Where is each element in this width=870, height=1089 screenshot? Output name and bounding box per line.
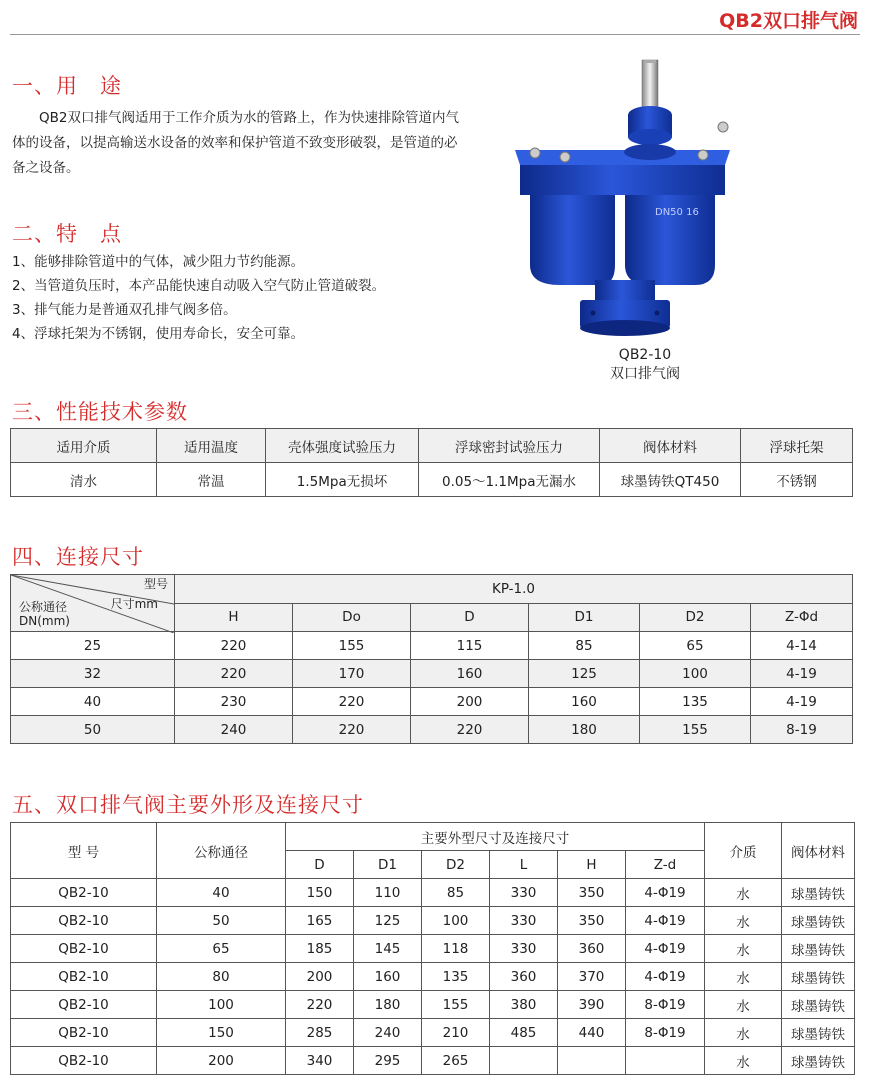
table-cell: 380 <box>490 991 558 1019</box>
table-cell <box>490 1047 558 1075</box>
valve-body-mark: DN50 16 <box>655 207 699 218</box>
table-cell: 球墨铸铁 <box>782 879 855 907</box>
header-cell: D <box>411 603 529 632</box>
header-medium-cell: 介质 <box>705 823 782 879</box>
table-cell: 不锈钢 <box>741 463 853 497</box>
table-cell: 8-Φ19 <box>626 991 705 1019</box>
header-cell: L <box>490 851 558 879</box>
table-cell: 118 <box>422 935 490 963</box>
table-cell: 200 <box>157 1047 286 1075</box>
table-cell: 145 <box>354 935 422 963</box>
table-cell: 水 <box>705 907 782 935</box>
table-cell: 220 <box>411 716 529 744</box>
table-cell: 球墨铸铁QT450 <box>600 463 741 497</box>
product-name: 双口排气阀 <box>610 366 680 382</box>
table-cell: 485 <box>490 1019 558 1047</box>
table-cell: 155 <box>640 716 751 744</box>
header-cell: D1 <box>354 851 422 879</box>
table-cell: 4-14 <box>751 632 853 660</box>
feature-item: 3、排气能力是普通双孔排气阀多倍。 <box>12 302 237 318</box>
table-cell: 4-19 <box>751 660 853 688</box>
corner-dn-label: 公称通径 <box>19 600 68 614</box>
table-cell: QB2-10 <box>11 1047 157 1075</box>
table-cell: 25 <box>11 632 175 660</box>
table-cell: 360 <box>558 935 626 963</box>
table-cell: 水 <box>705 1047 782 1075</box>
table-cell: 160 <box>411 660 529 688</box>
table-cell: 220 <box>286 991 354 1019</box>
table-cell: 40 <box>11 688 175 716</box>
table-cell: 220 <box>293 716 411 744</box>
table-cell: 4-Φ19 <box>626 907 705 935</box>
table-row <box>11 991 855 1019</box>
table-cell: 32 <box>11 660 175 688</box>
section-usage-title: 一、用 途 <box>12 74 122 98</box>
corner-dn-unit-label: DN(mm) <box>19 614 70 628</box>
table-cell: 100 <box>422 907 490 935</box>
header-group-cell: 主要外型尺寸及连接尺寸 <box>286 823 705 851</box>
header-cell: 适用介质 <box>11 429 157 463</box>
table-cell: 155 <box>422 991 490 1019</box>
table-cell: 150 <box>157 1019 286 1047</box>
header-cell: 壳体强度试验压力 <box>266 429 419 463</box>
table-cell: 440 <box>558 1019 626 1047</box>
table-cell: 240 <box>354 1019 422 1047</box>
table-cell: 水 <box>705 991 782 1019</box>
table-cell: 50 <box>11 716 175 744</box>
table-cell: QB2-10 <box>11 907 157 935</box>
table-cell: 水 <box>705 879 782 907</box>
features-list <box>12 250 385 346</box>
table-cell: 185 <box>286 935 354 963</box>
table-cell: 65 <box>640 632 751 660</box>
dimensions-table <box>10 822 855 1075</box>
table-cell: 200 <box>411 688 529 716</box>
header-cell: D1 <box>529 603 640 632</box>
table-row <box>11 879 855 907</box>
table-cell: 350 <box>558 879 626 907</box>
table-cell: 180 <box>529 716 640 744</box>
table-cell: 0.05～1.1Mpa无漏水 <box>419 463 600 497</box>
table-cell: 球墨铸铁 <box>782 935 855 963</box>
table-cell: 球墨铸铁 <box>782 991 855 1019</box>
table-row <box>11 963 855 991</box>
table-cell: 球墨铸铁 <box>782 1047 855 1075</box>
table-cell: 330 <box>490 935 558 963</box>
table-cell: 135 <box>422 963 490 991</box>
table-row <box>11 660 853 688</box>
table-cell: 160 <box>354 963 422 991</box>
table-row <box>11 688 853 716</box>
header-cell: D2 <box>422 851 490 879</box>
table-row <box>11 463 853 497</box>
table-row <box>11 716 853 744</box>
table-cell: QB2-10 <box>11 963 157 991</box>
table-cell: 360 <box>490 963 558 991</box>
table-cell: 230 <box>175 688 293 716</box>
product-model: QB2-10 <box>618 347 672 363</box>
table-row <box>11 1019 855 1047</box>
table-cell: 50 <box>157 907 286 935</box>
section-features-title: 二、特 点 <box>12 222 122 246</box>
table-cell: 220 <box>293 688 411 716</box>
table-cell: QB2-10 <box>11 1019 157 1047</box>
header-cell: H <box>175 603 293 632</box>
table-cell: 水 <box>705 1019 782 1047</box>
table-cell: 常温 <box>157 463 266 497</box>
header-cell: 浮球密封试验压力 <box>419 429 600 463</box>
feature-item: 4、浮球托架为不锈钢，使用寿命长，安全可靠。 <box>12 326 305 342</box>
header-dn-cell: 公称通径 <box>157 823 286 879</box>
section-dimensions-title: 五、双口排气阀主要外形及连接尺寸 <box>12 793 364 817</box>
table-cell: 330 <box>490 879 558 907</box>
table-cell: 4-Φ19 <box>626 879 705 907</box>
header-rule <box>10 34 860 35</box>
table-row <box>11 1047 855 1075</box>
table-cell: 170 <box>293 660 411 688</box>
table-cell <box>626 1047 705 1075</box>
table-cell: 155 <box>293 632 411 660</box>
corner-header-cell <box>11 575 175 632</box>
table-cell: QB2-10 <box>11 991 157 1019</box>
table-header-row <box>11 429 853 463</box>
table-cell: 265 <box>422 1047 490 1075</box>
header-cell: Do <box>293 603 411 632</box>
table-cell: 160 <box>529 688 640 716</box>
table-cell: 清水 <box>11 463 157 497</box>
table-cell: 100 <box>157 991 286 1019</box>
table-row <box>11 632 853 660</box>
table-cell: 80 <box>157 963 286 991</box>
feature-item: 2、当管道负压时，本产品能快速自动吸入空气防止管道破裂。 <box>12 278 386 294</box>
table-cell: 370 <box>558 963 626 991</box>
corner-size-label: 尺寸mm <box>110 597 158 611</box>
table-cell: 340 <box>286 1047 354 1075</box>
header-cell: 浮球托架 <box>741 429 853 463</box>
table-cell: 100 <box>640 660 751 688</box>
header-cell: D <box>286 851 354 879</box>
table-cell: 4-19 <box>751 688 853 716</box>
table-cell: QB2-10 <box>11 879 157 907</box>
table-cell: 4-Φ19 <box>626 963 705 991</box>
table-cell: QB2-10 <box>11 935 157 963</box>
feature-item: 1、能够排除管道中的气体，减少阻力节约能源。 <box>12 254 305 270</box>
table-cell <box>558 1047 626 1075</box>
table-row <box>11 935 855 963</box>
table-cell: 1.5Mpa无损坏 <box>266 463 419 497</box>
table-header-row <box>11 823 855 851</box>
table-cell: 200 <box>286 963 354 991</box>
table-cell: 65 <box>157 935 286 963</box>
table-cell: 350 <box>558 907 626 935</box>
table-cell: 390 <box>558 991 626 1019</box>
table-cell: 330 <box>490 907 558 935</box>
table-cell: 水 <box>705 963 782 991</box>
table-cell: 210 <box>422 1019 490 1047</box>
table-cell: 8-Φ19 <box>626 1019 705 1047</box>
connection-table <box>10 574 853 744</box>
table-cell: 125 <box>354 907 422 935</box>
table-cell: 水 <box>705 935 782 963</box>
header-material-cell: 阀体材料 <box>782 823 855 879</box>
table-cell: 110 <box>354 879 422 907</box>
table-cell: 125 <box>529 660 640 688</box>
table-cell: 220 <box>175 660 293 688</box>
table-cell: 85 <box>529 632 640 660</box>
section-usage-text <box>12 106 460 181</box>
table-cell: 球墨铸铁 <box>782 1019 855 1047</box>
table-cell: 球墨铸铁 <box>782 963 855 991</box>
header-cell: 适用温度 <box>157 429 266 463</box>
section-connection-title: 四、连接尺寸 <box>12 545 144 569</box>
table-cell: 115 <box>411 632 529 660</box>
product-caption <box>560 346 730 384</box>
section-params-title: 三、性能技术参数 <box>12 400 188 424</box>
header-cell: Z-d <box>626 851 705 879</box>
header-cell: 阀体材料 <box>600 429 741 463</box>
table-cell: 球墨铸铁 <box>782 907 855 935</box>
valve-product-image <box>505 55 735 345</box>
table-cell: 85 <box>422 879 490 907</box>
table-cell: 295 <box>354 1047 422 1075</box>
table-cell: 40 <box>157 879 286 907</box>
table-cell: 165 <box>286 907 354 935</box>
page-title: QB2双口排气阀 <box>719 10 858 32</box>
table-cell: 4-Φ19 <box>626 935 705 963</box>
table-cell: 240 <box>175 716 293 744</box>
table-cell: 220 <box>175 632 293 660</box>
header-cell: D2 <box>640 603 751 632</box>
table-cell: 150 <box>286 879 354 907</box>
table-cell: 285 <box>286 1019 354 1047</box>
usage-text: QB2双口排气阀适用于工作介质为水的管路上，作为快速排除管道内气体的设备，以提高输送水设备的效率和保护管道不致变形破裂，是管道的必备之设备。 <box>12 110 459 176</box>
table-cell: 135 <box>640 688 751 716</box>
header-model-cell: 型 号 <box>11 823 157 879</box>
header-cell: H <box>558 851 626 879</box>
params-table <box>10 428 853 497</box>
table-header-row <box>11 575 853 604</box>
table-cell: 8-19 <box>751 716 853 744</box>
table-cell: 180 <box>354 991 422 1019</box>
header-cell: Z-Φd <box>751 603 853 632</box>
table-row <box>11 907 855 935</box>
model-header-cell: KP-1.0 <box>175 575 853 604</box>
corner-model-label: 型号 <box>143 577 168 591</box>
